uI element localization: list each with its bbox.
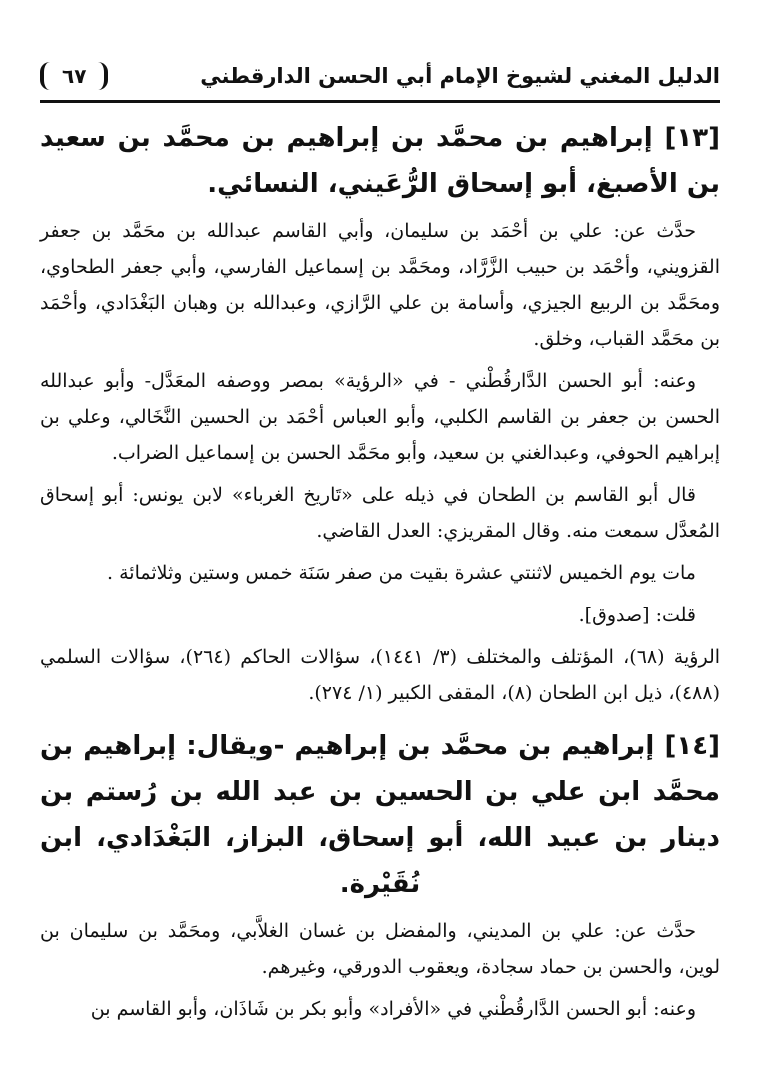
paragraph-quote: قال أبو القاسم بن الطحان في ذيله على «تَاريخ الغرباء» لابن يونس: أبو إسحاق المُعدَّل سمعت منه. وقال المقريزي: العدل القاضي.: [40, 484, 720, 542]
paragraph-sources: الرؤية (٦٨)، المؤتلف والمختلف (٣/ ١٤٤١)، سؤالات الحاكم (٢٦٤)، سؤالات السلمي (٤٨٨)، ذيل ابن الطحان (٨)، المقفى الكبير (١/ ٢٧٤).: [40, 646, 721, 704]
entry-13: [40, 115, 720, 711]
page-number: ٦٧: [40, 62, 108, 90]
header-rule: [40, 100, 720, 103]
running-title: الدليل المغني لشيوخ الإمام أبي الحسن الدارقطني: [200, 64, 720, 88]
paragraph-death: مات يوم الخميس لاثنتي عشرة بقيت من صفر سَنَة خمس وستين وثلاثمائة .: [107, 562, 696, 584]
paragraph-teachers: حدَّث عن: علي بن أحْمَد بن سليمان، وأبي القاسم عبدالله بن محَمَّد بن جعفر القزويني، وأحْمَد بن حبيب الزَّرَّاد، ومحَمَّد بن إسماعيل الفارسي، وأبي جعفر الطحاوي، ومحَمَّد بن الربيع الجيزي، وأسامة بن علي الرَّازي، وعبدالله بن وهبان البَغْدَادي، وأحْمَد بن محَمَّد القباب، وخلق.: [40, 220, 720, 350]
paragraph-students: وعنه: أبو الحسن الدَّارقُطْني في «الأفراد» وأبو بكر بن شَاذَان، وأبو القاسم بن: [90, 998, 696, 1020]
entry-heading: [١٤] إبراهيم بن محمَّد بن إبراهيم -ويقال: إبراهيم بن محمَّد ابن علي بن الحسين بن عبد الله بن رُستم بن دينار بن عبيد الله، أبو إسحاق، البزاز، البَغْدَادي، ابن نُقَيْرة.: [40, 731, 720, 899]
paragraph-verdict: قلت: [صدوق].: [578, 604, 696, 626]
running-header: [40, 58, 720, 94]
paragraph-teachers: حدَّث عن: علي بن المديني، والمفضل بن غسان الغلاَّبي، ومحَمَّد بن سليمان بن لوين، والحسن بن حماد سجادة، ويعقوب الدورقي، وغيرهم.: [40, 920, 720, 978]
entry-14: [40, 723, 720, 1027]
paragraph-students: وعنه: أبو الحسن الدَّارقُطْني - في «الرؤية» بمصر ووصفه المعَدَّل- وأبو عبدالله الحسن بن جعفر بن القاسم الكلبي، وأبو العباس أحْمَد بن الحسين النَّخَالي، وعلي بن إبراهيم الحوفي، وعبدالغني بن سعيد، وأبو محَمَّد الحسن بن إسماعيل الضراب.: [40, 370, 720, 464]
entry-heading: [١٣] إبراهيم بن محمَّد بن إبراهيم بن محمَّد بن سعيد بن الأصبغ، أبو إسحاق الرُّعَيني، النسائي.: [40, 123, 720, 199]
